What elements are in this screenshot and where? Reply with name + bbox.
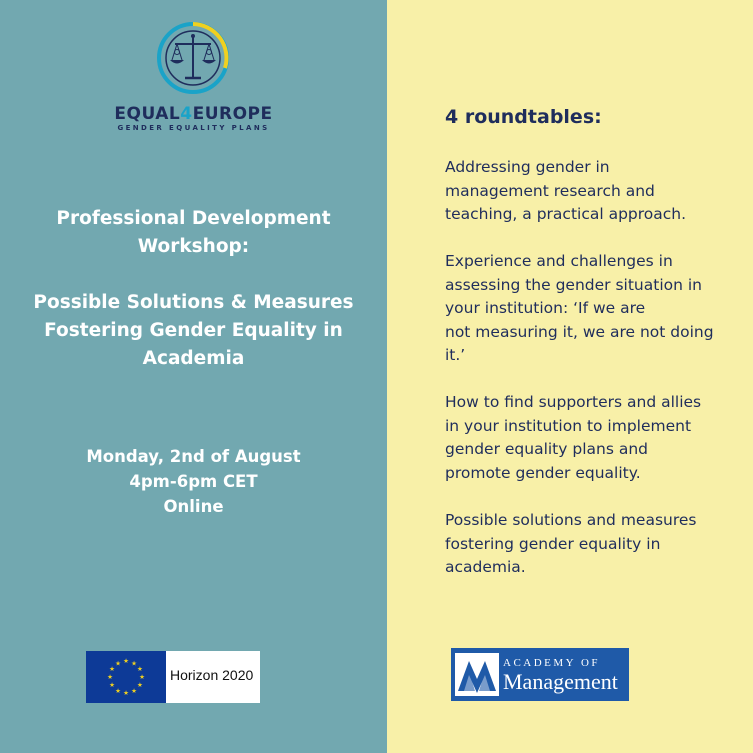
roundtable-line: fostering gender equality in xyxy=(445,534,661,553)
logo-word-part1: EQUAL xyxy=(114,104,181,124)
event-mode: Online xyxy=(163,497,224,516)
roundtable-line: your institution: ‘If we are xyxy=(445,299,646,317)
roundtable-item xyxy=(445,391,735,485)
logo-subtitle: GENDER EQUALITY PLANS xyxy=(117,124,270,132)
roundtable-line: promote gender equality. xyxy=(445,463,641,482)
event-subtitle-line: Fostering Gender Equality in xyxy=(44,320,343,341)
eu-star-icon: ★ xyxy=(107,673,113,682)
aom-logo-icon xyxy=(455,653,499,696)
event-date: Monday, 2nd of August xyxy=(86,447,301,466)
event-time: 4pm-6pm CET xyxy=(129,472,258,491)
roundtable-line: Experience and challenges in xyxy=(445,252,673,270)
roundtable-line: management research and xyxy=(445,181,655,200)
eu-flag-icon xyxy=(86,651,166,703)
roundtable-line: not measuring it, we are not doing xyxy=(445,322,714,341)
roundtable-line: How to find supporters and allies xyxy=(445,393,702,411)
event-subtitle xyxy=(0,289,387,373)
roundtable-item xyxy=(445,156,735,227)
eu-star-icon: ★ xyxy=(123,657,129,666)
eu-star-icon: ★ xyxy=(131,687,137,696)
project-logo-wordmark xyxy=(0,104,387,124)
roundtable-line: academia. xyxy=(445,558,526,576)
roundtable-line: assessing the gender situation in xyxy=(445,275,702,294)
roundtable-line: Addressing gender in xyxy=(445,158,610,176)
logo-word-part2: 4 xyxy=(180,104,193,124)
event-subtitle-line: Academia xyxy=(142,348,245,369)
aom-line1: ACADEMY OF xyxy=(503,657,601,669)
academy-of-management-logo xyxy=(451,648,629,701)
roundtable-line: in your institution to implement xyxy=(445,416,692,435)
horizon-2020-label: Horizon 2020 xyxy=(170,667,254,683)
event-title-line: Workshop: xyxy=(137,236,250,257)
eu-star-icon: ★ xyxy=(109,665,116,674)
roundtable-item xyxy=(445,509,735,580)
roundtable-line: gender equality plans and xyxy=(445,440,648,458)
roundtable-item xyxy=(445,250,735,368)
eu-star-icon: ★ xyxy=(123,689,129,698)
roundtable-line: it.’ xyxy=(445,346,466,364)
eu-star-icon: ★ xyxy=(131,659,137,668)
eu-star-icon: ★ xyxy=(136,665,143,674)
eu-star-icon: ★ xyxy=(139,673,145,682)
roundtable-line: Possible solutions and measures xyxy=(445,511,697,529)
event-title-line: Professional Development xyxy=(56,208,331,229)
roundtable-line: teaching, a practical approach. xyxy=(445,205,687,223)
eu-star-icon: ★ xyxy=(115,659,121,668)
eu-star-icon: ★ xyxy=(109,681,116,690)
horizon-2020-badge xyxy=(86,651,260,703)
eu-star-icon: ★ xyxy=(136,681,143,690)
eu-star-icon: ★ xyxy=(115,687,121,696)
aom-line2: Management xyxy=(503,669,618,694)
event-details xyxy=(0,444,387,519)
roundtables-heading: 4 roundtables: xyxy=(445,106,602,128)
balance-scale-icon xyxy=(155,20,231,96)
event-title xyxy=(0,205,387,261)
event-subtitle-line: Possible Solutions & Measures xyxy=(33,292,354,313)
logo-word-part3: EUROPE xyxy=(192,104,273,124)
